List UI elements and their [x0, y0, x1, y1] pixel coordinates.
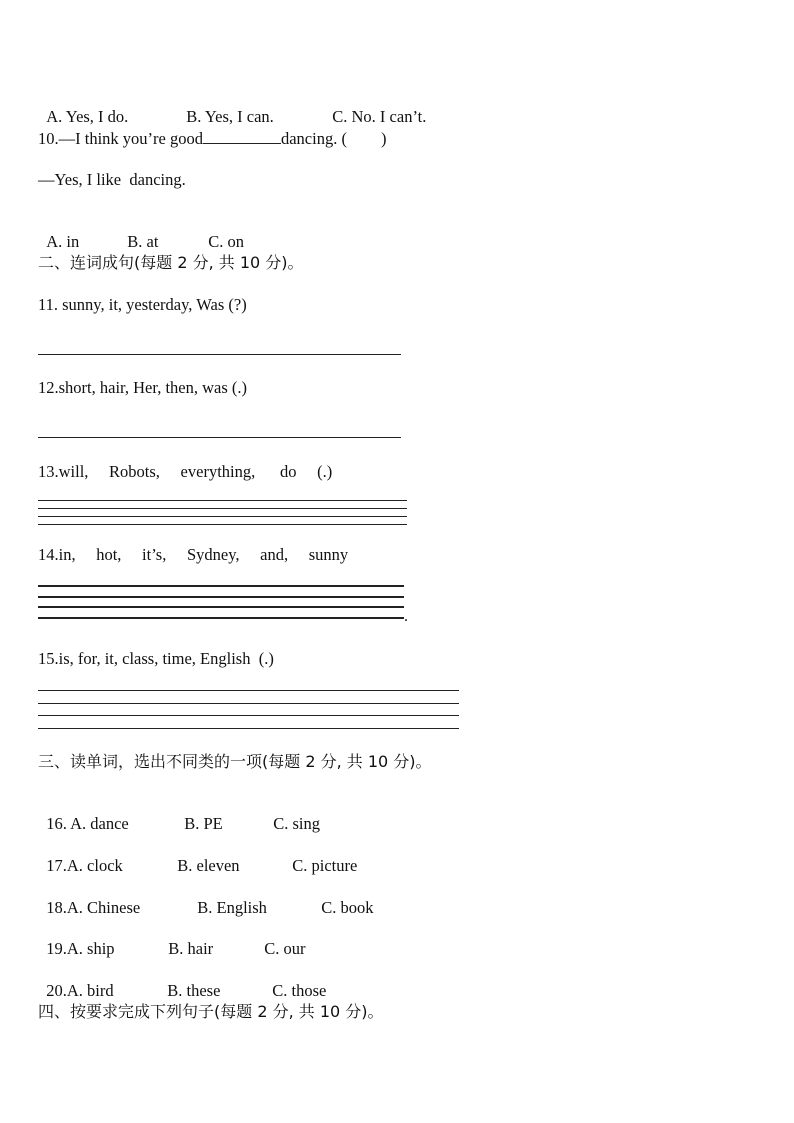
q17-option-a: 17.A. clock [46, 856, 123, 875]
q9-option-c: C. No. I can’t. [332, 107, 427, 126]
q9-options [38, 87, 426, 127]
q15-answer-line-1[interactable] [38, 690, 459, 691]
q15-text: 15.is, for, it, class, time, English (.) [38, 649, 274, 668]
q13-answer-line-4[interactable] [38, 524, 407, 525]
q12-text: 12.short, hair, Her, then, was (.) [38, 378, 247, 397]
q19-option-a: 19.A. ship [46, 939, 115, 958]
q10-option-c: C. on [208, 232, 245, 251]
q10-options [38, 212, 244, 252]
q20-option-b: B. these [167, 981, 221, 1000]
q11-text: 11. sunny, it, yesterday, Was (?) [38, 295, 247, 314]
q10-option-a: A. in [46, 232, 80, 251]
q20-row [38, 961, 326, 1001]
q14-answer-line-3[interactable] [38, 606, 404, 608]
q19-row [38, 919, 306, 959]
q12-answer-line[interactable] [38, 437, 401, 438]
q16-row [38, 794, 320, 834]
q10-paren-close: ) [380, 129, 387, 148]
section2-heading: 二、连词成句(每题 2 分, 共 10 分)。 [38, 253, 304, 272]
q17-option-c: C. picture [292, 856, 358, 875]
q10-prompt-before: —I think you’re good [58, 129, 203, 148]
q15-answer-line-3[interactable] [38, 715, 459, 716]
section3-heading: 三、读单词，选出不同类的一项(每题 2 分, 共 10 分)。 [38, 752, 432, 771]
q19-option-b: B. hair [168, 939, 214, 958]
q10-prompt-after: dancing. ( [280, 129, 347, 148]
q18-option-b: B. English [197, 898, 267, 917]
q10-number: 10. [38, 129, 59, 148]
q17-option-b: B. eleven [177, 856, 240, 875]
q19-option-c: C. our [264, 939, 306, 958]
q17-row [38, 836, 357, 876]
q9-option-a: A. Yes, I do. [46, 107, 129, 126]
q10-prompt [38, 129, 386, 149]
q14-period: . [404, 608, 408, 625]
q15-answer-line-4[interactable] [38, 728, 459, 729]
q10-option-b: B. at [127, 232, 159, 251]
q14-answer-line-2[interactable] [38, 596, 404, 598]
q18-option-c: C. book [321, 898, 374, 917]
q16-option-c: C. sing [273, 814, 321, 833]
q13-answer-line-2[interactable] [38, 508, 407, 509]
q13-text: 13.will, Robots, everything, do (.) [38, 462, 333, 481]
q18-option-a: 18.A. Chinese [46, 898, 141, 917]
q16-option-a: 16. A. dance [46, 814, 129, 833]
q14-answer-line-1[interactable] [38, 585, 404, 587]
q14-answer-line-4[interactable] [38, 617, 404, 619]
q15-answer-line-2[interactable] [38, 703, 459, 704]
q20-option-c: C. those [272, 981, 327, 1000]
q13-answer-line-3[interactable] [38, 516, 407, 517]
q13-answer-line-1[interactable] [38, 500, 407, 501]
q18-row [38, 878, 374, 918]
q9-option-b: B. Yes, I can. [186, 107, 274, 126]
q16-option-b: B. PE [184, 814, 223, 833]
q11-answer-line[interactable] [38, 354, 401, 355]
q10-reply: —Yes, I like dancing. [38, 170, 186, 189]
q10-answer-blank[interactable] [203, 129, 281, 144]
q20-option-a: 20.A. bird [46, 981, 114, 1000]
section4-heading: 四、按要求完成下列句子(每题 2 分, 共 10 分)。 [38, 1002, 384, 1021]
q14-text: 14.in, hot, it’s, Sydney, and, sunny [38, 545, 349, 564]
